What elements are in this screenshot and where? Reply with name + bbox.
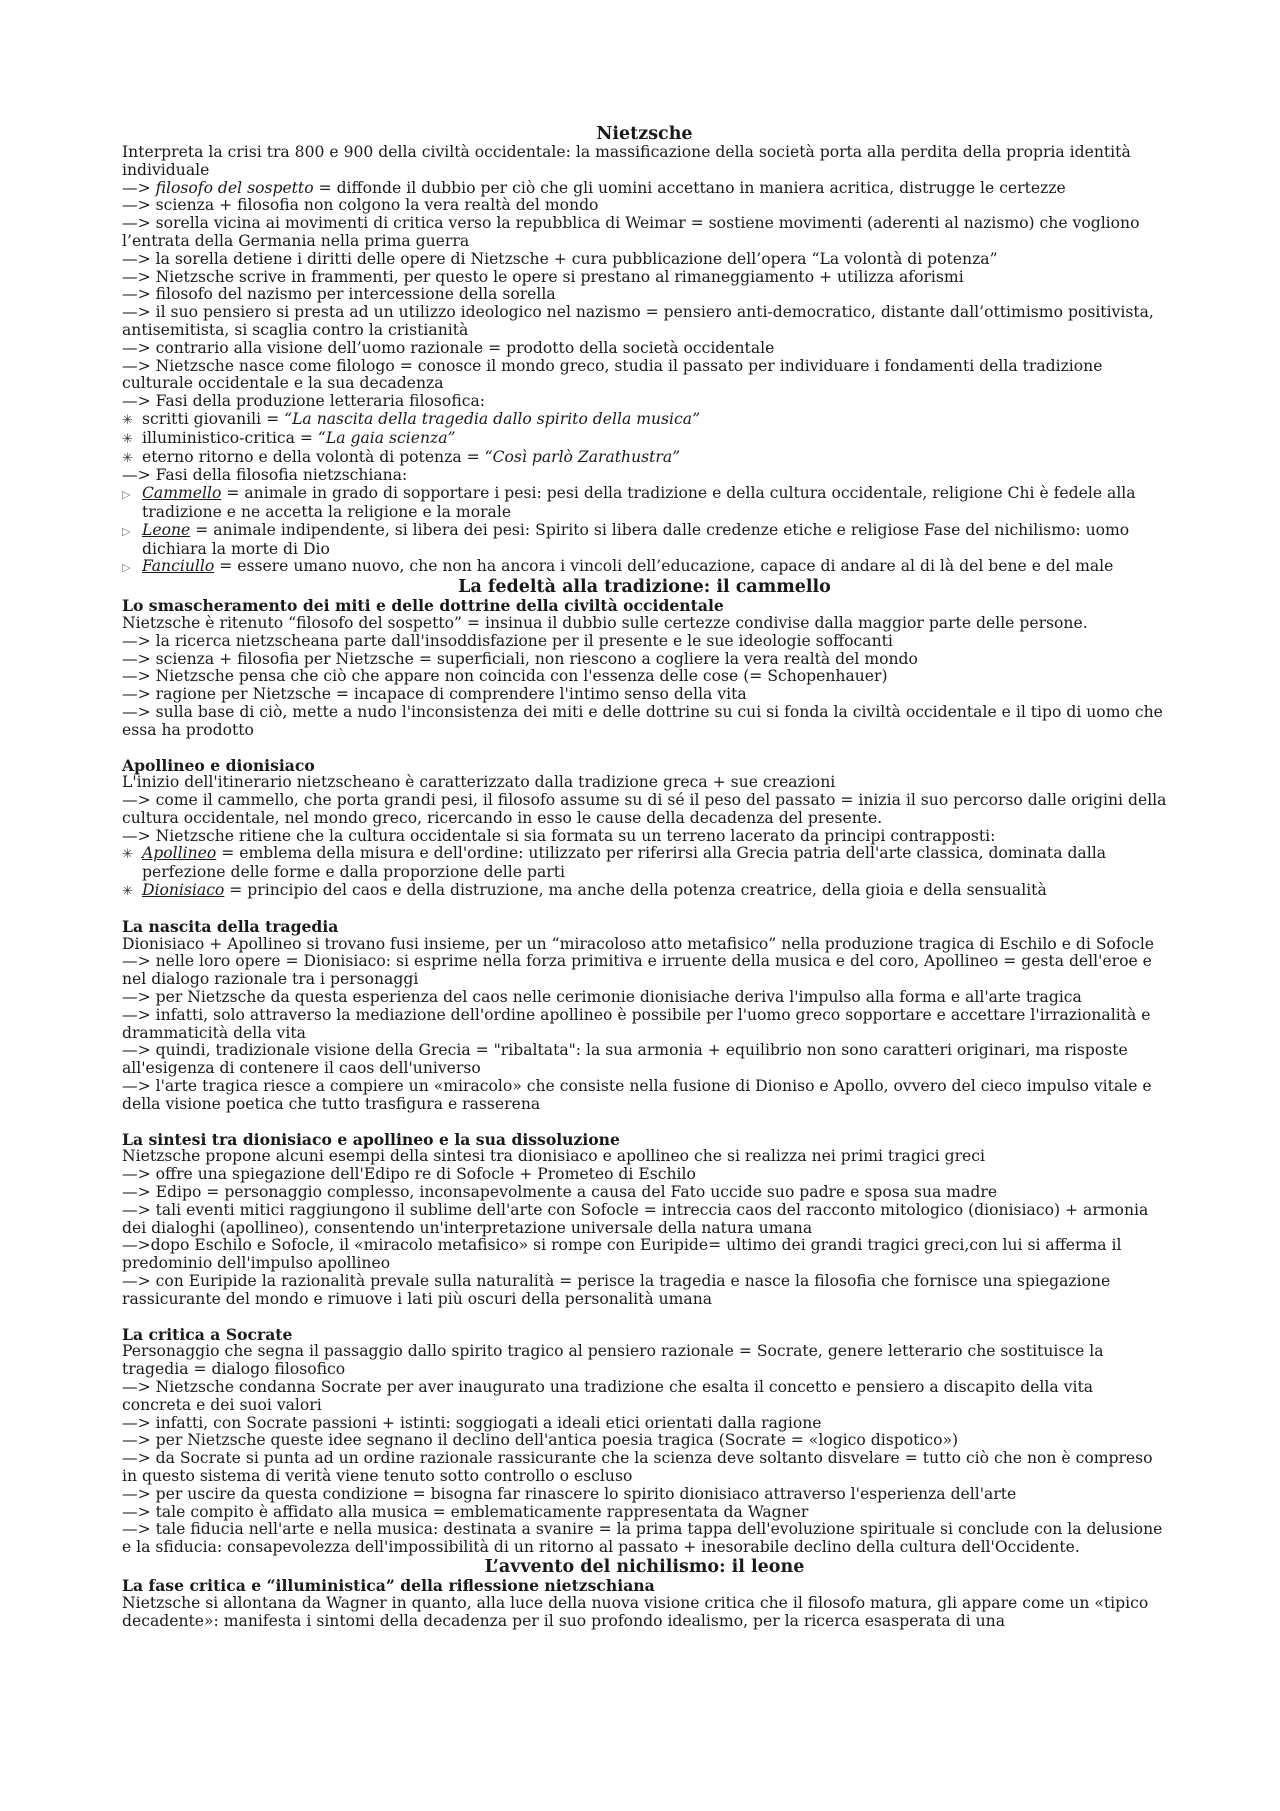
paragraph: Nietzsche propone alcuni esempi della sintesi tra dionisiaco e apollineo che si realizza nei primi tragici greci	[122, 1147, 985, 1166]
paragraph: —> Fasi della filosofia nietzschiana:	[122, 466, 408, 485]
asterisk-icon: ✳	[122, 884, 133, 900]
asterisk-icon: ✳	[122, 847, 133, 863]
paragraph: —> infatti, solo attraverso la mediazione dell'ordine apollineo è possibile per l'uomo greco sopportare e accettare l'irrazionalità e drammaticità della vita	[122, 1005, 1151, 1042]
triangle-bullet-icon: ▷	[122, 524, 131, 538]
paragraph: —> nelle loro opere = Dionisiaco: si esprime nella forza primitiva e irruente della musica e del coro, Apollineo = gesta dell'eroe e nel dialogo razionale tra i personaggi	[122, 952, 1152, 989]
list-item: ✳ scritti giovanili = “La nascita della tragedia dallo spirito della musica”	[122, 409, 701, 428]
paragraph: —> per uscire da questa condizione = bisogna far rinascere lo spirito dionisiaco attraverso l'esperienza dell'arte	[122, 1484, 1017, 1503]
list-item: ▷ Fanciullo = essere umano nuovo, che non ha ancora i vincoli dell’educazione, capace di andare al di là del bene e del male	[122, 557, 1114, 576]
paragraph: —> sorella vicina ai movimenti di critica verso la repubblica di Weimar = sostiene movimenti (aderenti al nazismo) che vogliono l’entrata della Germania nella prima guerra	[122, 214, 1140, 250]
subsection-heading: La nascita della tragedia	[122, 916, 339, 936]
paragraph: L'inizio dell'itinerario nietzscheano è caratterizzato dalla tradizione greca + sue creazioni	[122, 773, 836, 792]
paragraph: —> filosofo del nazismo per intercessione della sorella	[122, 285, 556, 304]
subsection-heading: La sintesi tra dionisiaco e apollineo e la sua dissoluzione	[122, 1129, 620, 1149]
paragraph: —> tale compito è affidato alla musica = emblematicamente rappresentata da Wagner	[122, 1502, 809, 1521]
paragraph: —> Nietzsche scrive in frammenti, per questo le opere si prestano al rimaneggiamento + utilizza aforismi	[122, 267, 964, 286]
paragraph: —> sulla base di ciò, mette a nudo l'inconsistenza dei miti e delle dottrine su cui si fonda la civiltà occidentale e il tipo di uomo che essa ha prodotto	[122, 702, 1163, 739]
paragraph: —> offre una spiegazione dell'Edipo re di Sofocle + Prometeo di Eschilo	[122, 1165, 696, 1184]
paragraph: Dionisiaco + Apollineo si trovano fusi insieme, per un “miracoloso atto metafisico” nella produzione tragica di Eschilo e di Sofocle	[122, 934, 1155, 953]
asterisk-icon: ✳	[122, 450, 133, 466]
list-item: ✳ eterno ritorno e della volontà di potenza = “Così parlò Zarathustra”	[122, 447, 681, 466]
document-page	[122, 124, 1167, 1630]
paragraph: —> come il cammello, che porta grandi pesi, il filosofo assume su di sé il peso del passato = inizia il suo percorso dalle origini della cultura occidentale, nel mondo greco, ricercando in esso le cause della decadenza del presente.	[122, 791, 1167, 827]
paragraph: —> Edipo = personaggio complesso, inconsapevolmente a causa del Fato uccide suo padre e sposa sua madre	[122, 1183, 998, 1202]
paragraph: —> la sorella detiene i diritti delle opere di Nietzsche + cura pubblicazione dell’opera “La volontà di potenza”	[122, 249, 998, 268]
paragraph: Interpreta la crisi tra 800 e 900 della civiltà occidentale: la massificazione della società porta alla perdita della propria identità individuale	[122, 143, 1131, 179]
paragraph: —> con Euripide la razionalità prevale sulla naturalità = perisce la tragedia e nasce la filosofia che fornisce una spiegazione rassicurante del mondo e rimuove i lati più oscuri della personalità umana	[122, 1272, 1111, 1308]
paragraph: —> contrario alla visione dell’uomo razionale = prodotto della società occidentale	[122, 338, 775, 357]
list-item: ▷ Leone = animale indipendente, si libera dei pesi: Spirito si libera dalle credenze etiche e religiose Fase del nichilismo: uomo dichiara la morte di Dio	[122, 520, 1130, 558]
paragraph: —> Nietzsche nasce come filologo = conosce il mondo greco, studia il passato per individuare i fondamenti della tradizione culturale occidentale e la sua decadenza	[122, 356, 1103, 393]
page-title: Nietzsche	[596, 124, 693, 144]
paragraph: —> Nietzsche condanna Socrate per aver inaugurato una tradizione che esalta il concetto e pensiero a discapito della vita concreta e dei suoi valori	[122, 1378, 1094, 1414]
paragraph: —>dopo Eschilo e Sofocle, il «miracolo metafisico» si rompe con Euripide= ultimo dei grandi tragici greci,con lui si afferma il predominio dell'impulso apollineo	[122, 1236, 1122, 1273]
list-item: ✳ Apollineo = emblema della misura e dell'ordine: utilizzato per riferirsi alla Grecia patria dell'arte classica, dominata dalla perfezione delle forme e dalla proporzione delle parti	[122, 844, 1106, 882]
paragraph: —> da Socrate si punta ad un ordine razionale rassicurante che la scienza deve soltanto disvelare = tutto ciò che non è compreso in questo sistema di verità viene tenuto sotto controllo o escluso	[122, 1449, 1153, 1485]
list-item: ✳ illuministico-critica = “La gaia scienza”	[122, 428, 456, 447]
paragraph: —> scienza + filosofia per Nietzsche = superficiali, non riescono a cogliere la vera realtà del mondo	[122, 649, 918, 668]
list-item: ▷ Cammello = animale in grado di sopportare i pesi: pesi della tradizione e della cultura occidentale, religione Chi è fedele alla tradizione e ne accetta la religione e la morale	[122, 484, 1136, 521]
paragraph: Personaggio che segna il passaggio dallo spirito tragico al pensiero razionale = Socrate, genere letterario che sostituisce la tragedia = dialogo filosofico	[122, 1342, 1104, 1379]
paragraph: —> il suo pensiero si presta ad un utilizzo ideologico nel nazismo = pensiero anti-democratico, distante dall’ottimismo positivista, antisemitista, si scaglia contro la cristianità	[122, 303, 1154, 339]
paragraph: —> scienza + filosofia non colgono la vera realtà del mondo	[122, 196, 599, 215]
paragraph: —> filosofo del sospetto = diffonde il dubbio per ciò che gli uomini accettano in maniera acritica, distrugge le certezze	[122, 178, 1066, 197]
triangle-bullet-icon: ▷	[122, 561, 131, 575]
subsection-heading: La critica a Socrate	[122, 1324, 293, 1344]
paragraph: —> l'arte tragica riesce a compiere un «miracolo» che consiste nella fusione di Dioniso e Apollo, ovvero del cieco impulso vitale e della visione poetica che tutto trasfigura e rasserena	[122, 1077, 1152, 1113]
paragraph: —> quindi, tradizionale visione della Grecia = "ribaltata": la sua armonia + equilibrio non sono caratteri originari, ma risposte all'esigenza di contenere il caos dell'universo	[122, 1041, 1128, 1078]
paragraph: —> Nietzsche ritiene che la cultura occidentale si sia formata su un terreno lacerato da principi contrapposti:	[122, 826, 996, 845]
paragraph: —> Fasi della produzione letteraria filosofica:	[122, 392, 486, 411]
asterisk-icon: ✳	[122, 412, 133, 428]
section-heading: La fedeltà alla tradizione: il cammello	[458, 577, 831, 598]
paragraph: —> ragione per Nietzsche = incapace di comprendere l'intimo senso della vita	[122, 685, 747, 704]
subsection-heading: La fase critica e “illuministica” della riflessione nietzschiana	[122, 1575, 655, 1595]
subsection-heading: Apollineo e dionisiaco	[122, 755, 315, 775]
paragraph: —> per Nietzsche queste idee segnano il declino dell'antica poesia tragica (Socrate = «logico dispotico»)	[122, 1431, 959, 1450]
list-item: ✳ Dionisiaco = principio del caos e della distruzione, ma anche della potenza creatrice, della gioia e della sensualità	[122, 881, 1047, 900]
paragraph: —> tali eventi mitici raggiungono il sublime dell'arte con Sofocle = intreccia caos del racconto mitologico (dionisiaco) + armonia dei dialoghi (apollineo), consentendo un'interpretazione universale della natura umana	[122, 1200, 1149, 1237]
paragraph: —> tale fiducia nell'arte e nella musica: destinata a svanire = la prima tappa dell'evoluzione spirituale si conclude con la delusione e la sfiducia: consapevolezza dell'impossibilità di un ritorno al passato + inesorabile declino della cultura dell'Occidente.	[122, 1520, 1163, 1557]
asterisk-icon: ✳	[122, 431, 133, 447]
paragraph: Nietzsche si allontana da Wagner in quanto, alla luce della nuova visione critica che il filosofo matura, gli appare come un «tipico decadente»: manifesta i sintomi della decadenza per il suo profondo idealismo, per la ricerca esasperata di una	[122, 1593, 1149, 1630]
paragraph: —> la ricerca nietzscheana parte dall'insoddisfazione per il presente e le sue ideologie soffocanti	[122, 631, 893, 650]
paragraph: Nietzsche è ritenuto “filosofo del sospetto” = insinua il dubbio sulle certezze condivise dalla maggior parte delle persone.	[122, 613, 1088, 632]
section-heading: L’avvento del nichilismo: il leone	[484, 1556, 805, 1577]
subsection-heading: Lo smascheramento dei miti e delle dottrine della civiltà occidentale	[122, 596, 724, 616]
triangle-bullet-icon: ▷	[122, 488, 131, 502]
paragraph: —> infatti, con Socrate passioni + istinti: soggiogati a ideali etici orientati dalla ragione	[122, 1413, 822, 1432]
paragraph: —> per Nietzsche da questa esperienza del caos nelle cerimonie dionisiache deriva l'impulso alla forma e all'arte tragica	[122, 988, 1082, 1007]
paragraph: —> Nietzsche pensa che ciò che appare non coincida con l'essenza delle cose (= Schopenhauer)	[122, 667, 888, 686]
